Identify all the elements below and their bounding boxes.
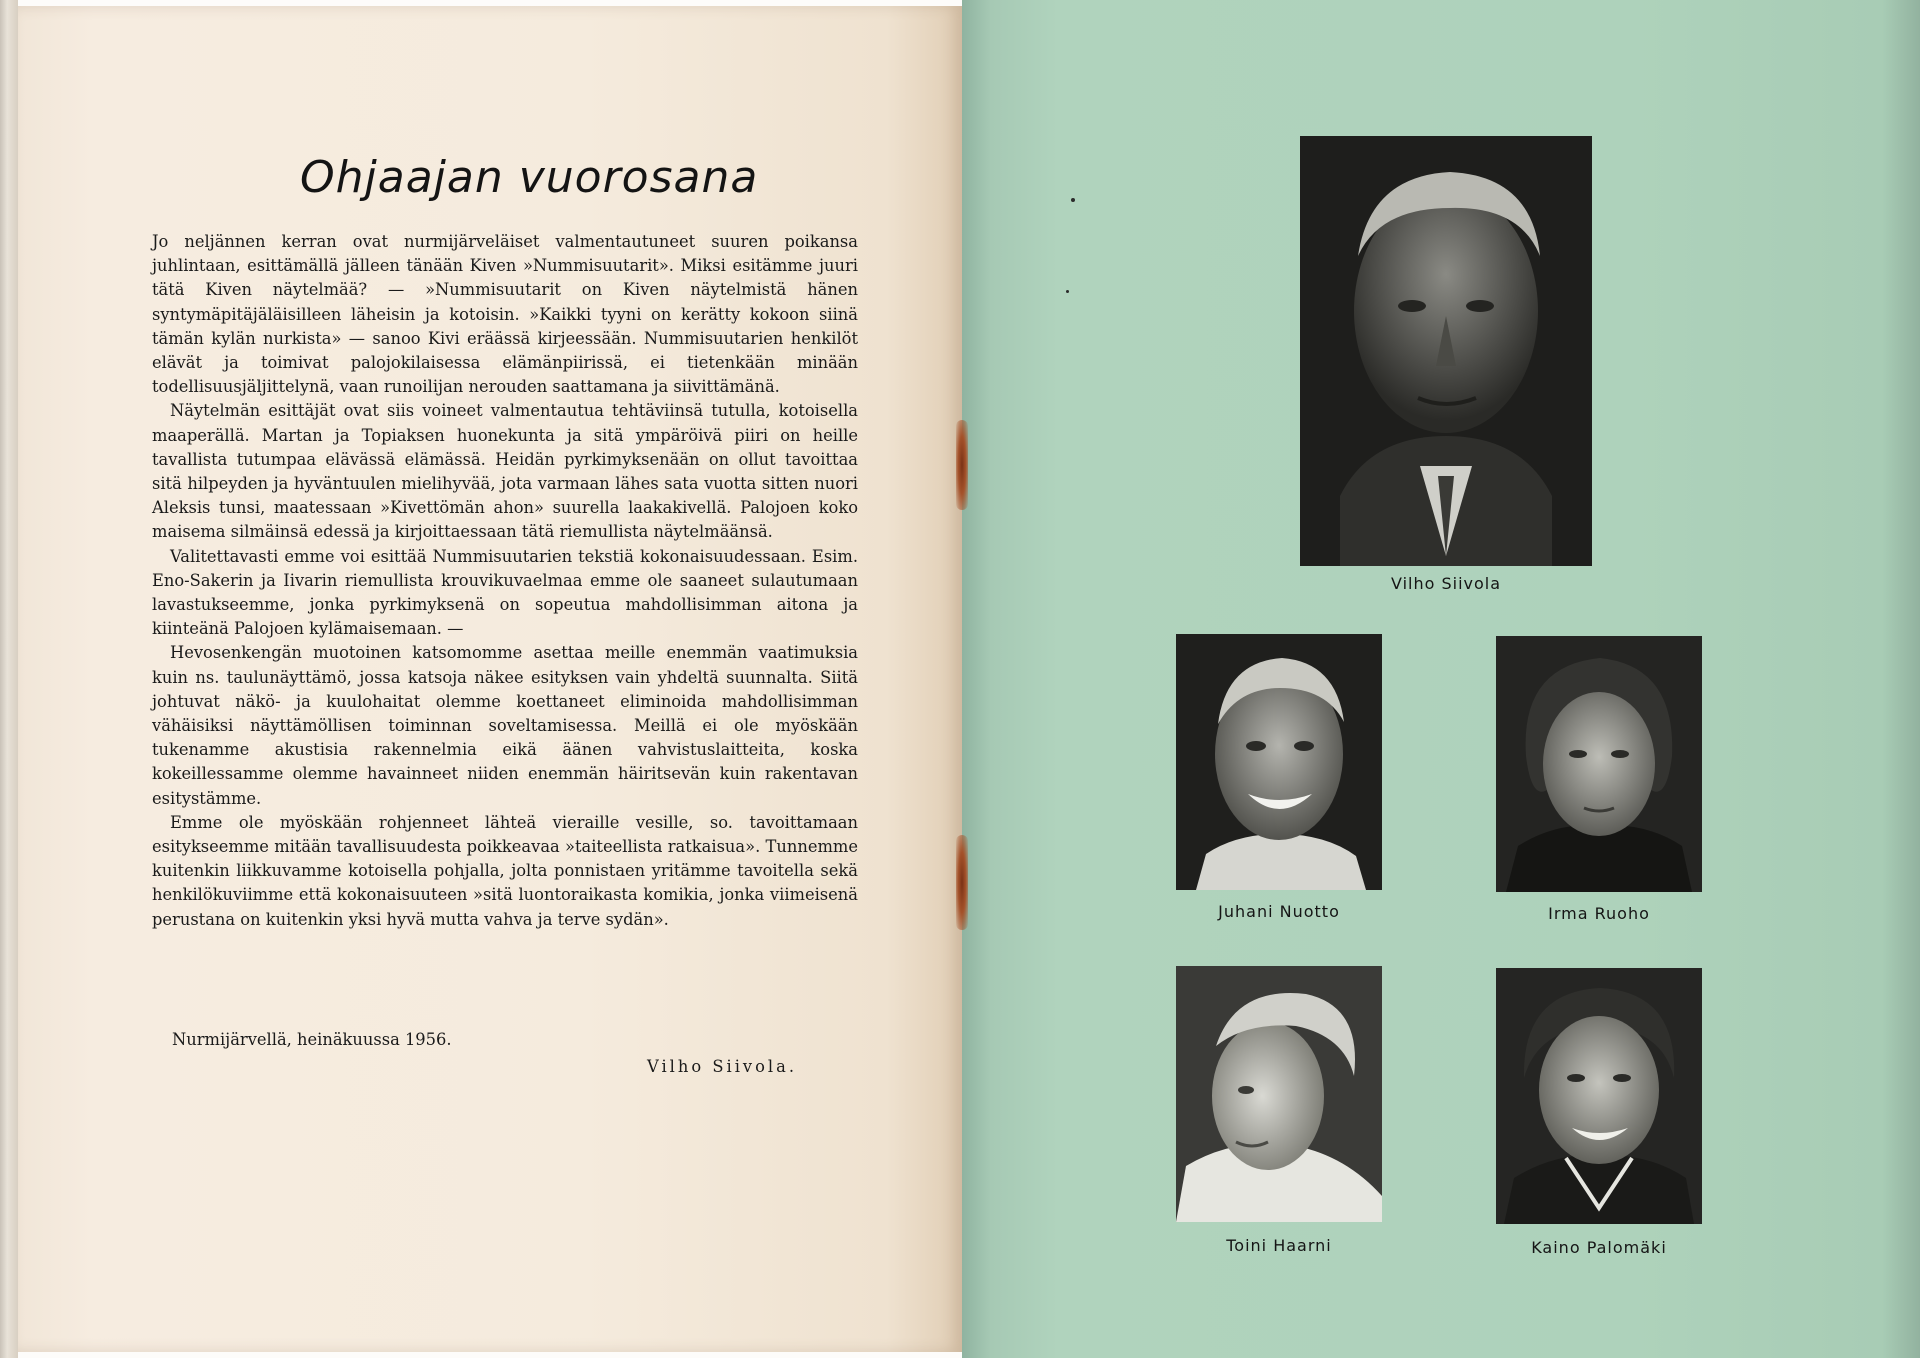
article-paragraph: Hevosenkengän muotoinen katsomomme asettaa meille enemmän vaatimuksia kuin ns. taulunäyttämö, jossa katsoja näkee esityksen vain yhdeltä suunnalta. Siitä johtuvat näkö- ja kuulohaitat olemme koettaneet eliminoida mahdollisimman vähäisiksi näyttämöllisen toiminnan soveltamisessa. Meillä ei ole myöskään tukenamme akustisia rakennelmia eikä äänen vahvistuslaitteita, koska kokeillessamme olemme havainneet niiden enemmän häiritsevän kuin rakentavan esitystämme. xyxy=(152,643,858,808)
portrait-caption: Vilho Siivola xyxy=(1390,574,1502,593)
portrait-photo xyxy=(1496,968,1702,1224)
portrait-man-icon xyxy=(1300,136,1592,566)
portrait-photo xyxy=(1300,136,1592,566)
portrait-man-smiling-icon xyxy=(1176,634,1382,890)
place-and-date: Nurmijärvellä, heinäkuussa 1956. xyxy=(172,1030,452,1049)
author-signature: Vilho Siivola. xyxy=(647,1057,798,1076)
portrait-woman-bonnet-icon xyxy=(1176,966,1382,1222)
portrait-caption: Juhani Nuotto xyxy=(1218,902,1340,921)
article-paragraph: Jo neljännen kerran ovat nurmijärveläiset valmentautuneet suuren poikansa juhlintaan, esittämällä jälleen tänään Kiven »Nummisuutarit». Miksi esitämme juuri tätä Kiven näytelmää? — »Nummisuutarit on Kiven näytelmistä hänen syntymäpitäjäläisilleen läheisin ja kotoisin. »Kaikki tyyni on kerätty kokoon siinä tämän kylän nurkista» — sanoo Kivi eräässä kirjeessään. Nummisuutarien henkilöt elävät ja toimivat palojokilaisessa elämänpiirissä, ei tietenkään minään todellisuusjäljittelynä, vaan runoilijan nerouden saattamana ja siivittämänä. xyxy=(152,232,858,397)
article-paragraph: Valitettavasti emme voi esittää Nummisuutarien tekstiä kokonaisuudessaan. Esim. Eno-Sakerin ja Iivarin riemullista krouvikuvaelmaa emme ole saaneet sulautumaan lavastukseemme, jonka pyrkimyksenä on sopeutua mahdollisimman aitona ja kiinteänä Palojoen kylämaisemaan. — xyxy=(152,546,858,639)
portrait-photo xyxy=(1176,966,1382,1222)
article-paragraph: Näytelmän esittäjät ovat siis voineet valmentautua tehtäviinsä tutulla, kotoisella maaperällä. Martan ja Topiaksen huonekunta ja sitä ympäröivä piiri on heille tavallista tutumpaa elävässä elämässä. Heidän pyrkimyksenään on ollut tavoittaa sitä hilpeyden ja hyväntuulen mielihyvää, jota varmaan lähes sata vuotta sitten nuori Aleksis tunsi, maatessaan »Kivettömän ahon» suurella laakakivellä. Palojoen koko maisema silmäinsä edessä ja kirjoittaessaan tätä riemullista näytelmäänsä. xyxy=(152,401,858,542)
portrait-caption: Kaino Palomäki xyxy=(1531,1238,1667,1257)
portrait-caption: Irma Ruoho xyxy=(1548,904,1650,923)
staple-rust-mark xyxy=(956,835,968,930)
portrait-photo xyxy=(1176,634,1382,890)
article-body xyxy=(152,230,858,932)
staple-rust-mark xyxy=(956,420,968,510)
portrait-caption: Toini Haarni xyxy=(1226,1236,1332,1255)
portrait-woman-smiling-icon xyxy=(1496,968,1702,1224)
portrait-woman-icon xyxy=(1496,636,1702,892)
article-paragraph: Emme ole myöskään rohjenneet lähteä vieraille vesille, so. tavoittamaan esitykseemme mitään tavallisuudesta poikkeavaa »taiteellista ratkaisua». Tunnemme kuitenkin liikkuvamme kotoisella pohjalla, jolta ponnistaen yritämme tavoitella sekä henkilökuviimme että kokonaisuuteen »sitä luontoraikasta komikia, jonka viimeisenä perustana on kuitenkin yksi hyvä mutta vahva ja terve sydän». xyxy=(152,812,858,929)
article-title: Ohjaajan vuorosana xyxy=(300,152,759,203)
paper-speck xyxy=(1066,290,1069,293)
portrait-photo xyxy=(1496,636,1702,892)
page-stack-edge xyxy=(0,0,18,1358)
paper-speck xyxy=(1071,198,1075,202)
